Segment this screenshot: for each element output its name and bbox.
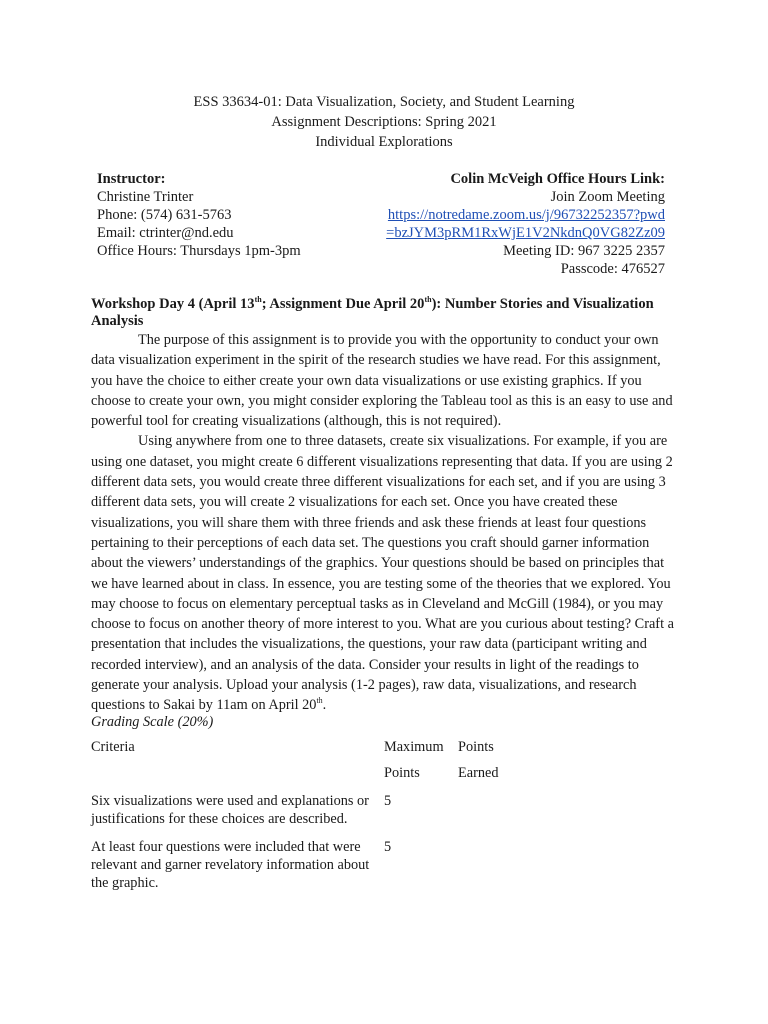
assignment-subtitle: Assignment Descriptions: Spring 2021 bbox=[271, 114, 497, 130]
instructor-phone: Phone: (574) 631-5763 bbox=[97, 207, 232, 223]
passcode: Passcode: 476527 bbox=[560, 261, 665, 277]
paragraph-instructions-sup: th bbox=[316, 696, 323, 706]
max-points-cell: 5 bbox=[384, 793, 392, 809]
paragraph-instructions-end: . bbox=[322, 697, 327, 714]
office-hours-block bbox=[386, 170, 665, 278]
instructor-email: Email: ctrinter@nd.edu bbox=[97, 225, 234, 241]
criteria-header: Criteria bbox=[91, 739, 135, 755]
zoom-link-line1[interactable]: https://notredame.zoom.us/j/96732252357?pwd bbox=[387, 207, 665, 223]
workshop-heading-part2: ; Assignment Due April 20 bbox=[261, 296, 425, 312]
max-points-cell: 5 bbox=[384, 839, 392, 855]
workshop-heading-part3: ): Number Stories and Visualization Analysis bbox=[91, 296, 654, 329]
instructor-block bbox=[97, 170, 301, 260]
office-hours-heading: Colin McVeigh Office Hours Link: bbox=[450, 171, 665, 187]
paragraph-purpose: The purpose of this assignment is to provide you with the opportunity to conduct your own data visualization experiment in the spirit of the research studies we have read. For this assignment, you have the choice to either create your own data visualizations or use existing graphics. If you choose to create your own, you might consider exploring the Tableau tool as this is an easy to use and powerful tool for creating visualizations (although, this is not required). bbox=[91, 332, 673, 430]
assignment-body bbox=[91, 330, 677, 716]
earned-header: Earned bbox=[458, 765, 499, 781]
workshop-heading-sup2: th bbox=[424, 295, 432, 304]
workshop-heading-sup1: th bbox=[254, 295, 262, 304]
workshop-heading-part1: Workshop Day 4 (April 13 bbox=[91, 296, 255, 312]
section-subtitle: Individual Explorations bbox=[315, 134, 453, 150]
points-earned-header: Points bbox=[458, 739, 494, 755]
grading-scale-title: Grading Scale (20%) bbox=[91, 714, 214, 730]
instructor-name: Christine Trinter bbox=[97, 189, 194, 205]
points-header: Points bbox=[384, 765, 420, 781]
workshop-heading bbox=[91, 296, 677, 330]
paragraph-instructions bbox=[91, 431, 677, 715]
document-header bbox=[0, 92, 768, 152]
join-zoom-text: Join Zoom Meeting bbox=[550, 189, 665, 205]
zoom-link-line2[interactable]: =bzJYM3pRM1RxWjE1V2NkdnQ0VG82Zz09 bbox=[386, 225, 665, 241]
instructor-office-hours: Office Hours: Thursdays 1pm-3pm bbox=[97, 243, 301, 259]
criteria-cell: Six visualizations were used and explanations or justifications for these choices are described. bbox=[91, 793, 369, 827]
paragraph-instructions-text: Using anywhere from one to three datasets, create six visualizations. For example, if you are using one dataset, you might create 6 different visualizations representing that data. If you are using 2 different data sets, you would create three different visualizations for each set, and if you are using 3 different data sets, you will create 2 visualizations for each set. Once you have created these visualizations, you will share them with three friends and ask these friends at least four questions pertaining to their perceptions of each data set. The questions you craft should garner information about the viewers’ understandings of the graphics. Your questions should be based on principles that we have learned about in class. In essence, you are testing some of the theories that we explored. You may choose to focus on elementary perceptual tasks as in Cleveland and McGill (1984), or you may choose to focus on another theory of more interest to you. What are you curious about testing? Craft a presentation that includes the visualizations, the questions, your raw data (participant writing and recorded interview), and an analysis of the data. Consider your results in light of the readings to generate your analysis. Upload your analysis (1-2 pages), raw data, visualizations, and research questions to Sakai by 11am on April 20 bbox=[91, 433, 674, 714]
course-title: ESS 33634-01: Data Visualization, Society, and Student Learning bbox=[193, 94, 575, 110]
criteria-cell: At least four questions were included that were relevant and garner revelatory information about the graphic. bbox=[91, 839, 370, 891]
meeting-id: Meeting ID: 967 3225 2357 bbox=[503, 243, 665, 259]
maximum-header: Maximum bbox=[384, 739, 444, 755]
instructor-heading: Instructor: bbox=[97, 171, 166, 187]
